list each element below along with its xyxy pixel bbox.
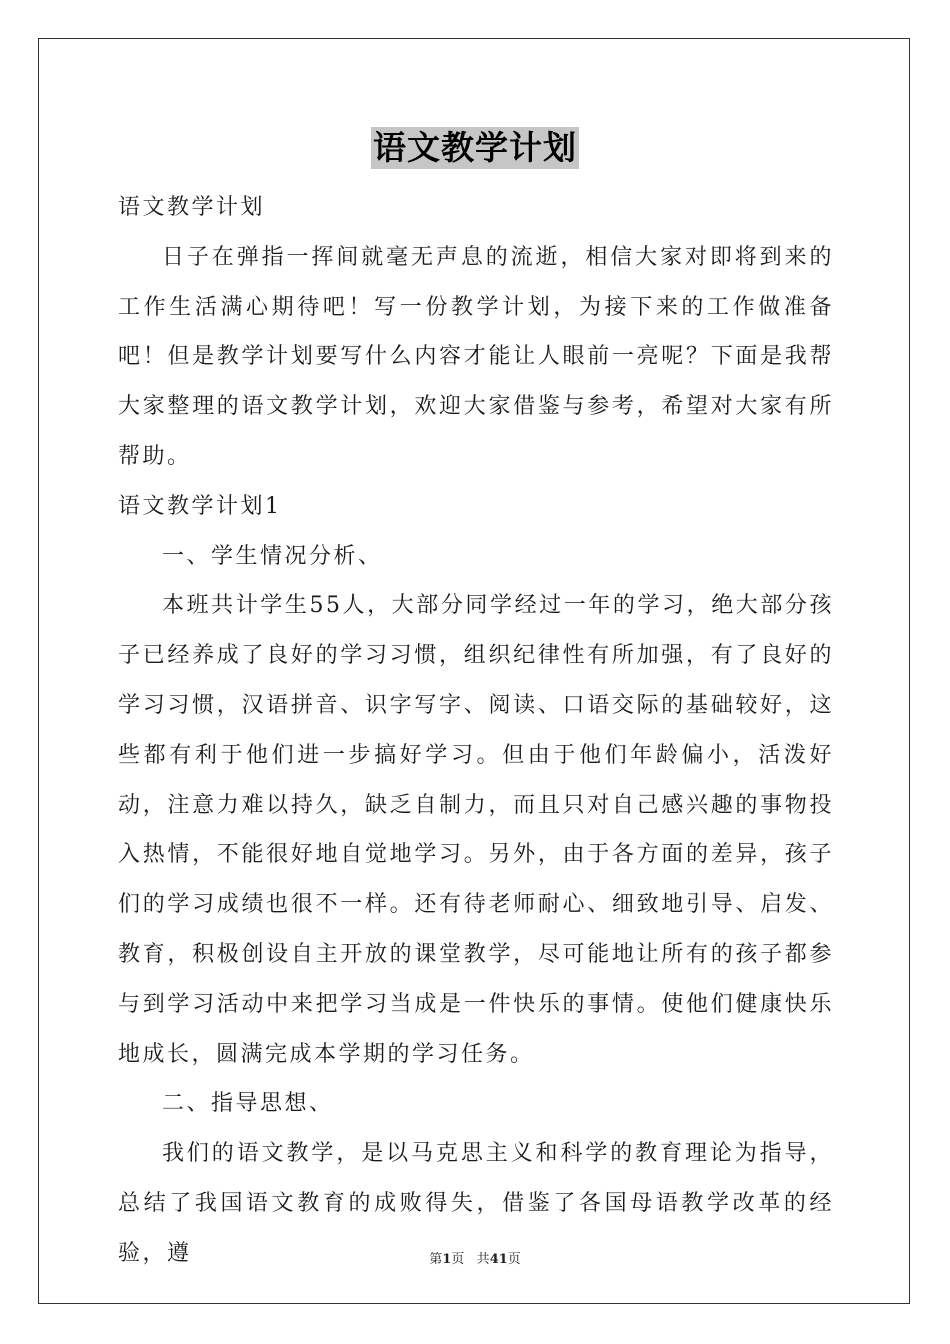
page-number: 1	[442, 1252, 452, 1267]
page-prefix: 第	[429, 1252, 443, 1267]
plan-heading: 语文教学计划1	[118, 493, 282, 519]
intro-paragraph: 日子在弹指一挥间就毫无声息的流逝，相信大家对即将到来的工作生活满心期待吧！写一份教学计划，为接下来的工作做准备吧！但是教学计划要写什么内容才能让人眼前一亮呢？下面是我帮大家整理的语文教学计划，欢迎大家借鉴与参考，希望对大家有所帮助。	[118, 244, 834, 469]
section2-heading: 二、指导思想、	[162, 1091, 334, 1117]
total-prefix: 共	[476, 1252, 490, 1267]
page-suffix: 页	[451, 1252, 465, 1267]
page-footer	[0, 1248, 950, 1267]
section1-paragraph: 本班共计学生55人，大部分同学经过一年的学习，绝大部分孩子已经养成了良好的学习习惯，组织纪律性有所加强，有了良好的学习习惯，汉语拼音、识字写字、阅读、口语交际的基础较好，这些都有利于他们进一步搞好学习。但由于他们年龄偏小，活泼好动，注意力难以持久，缺乏自制力，而且只对自己感兴趣的事物投入热情，不能很好地自觉地学习。另外，由于各方面的差异，孩子们的学习成绩也很不一样。还有待老师耐心、细致地引导、启发、教育，积极创设自主开放的课堂教学，尽可能地让所有的孩子都参与到学习活动中来把学习当成是一件快乐的事情。使他们健康快乐地成长，圆满完成本学期的学习任务。	[118, 593, 834, 1067]
total-pages: 41	[489, 1252, 508, 1267]
title-container	[0, 127, 950, 169]
section2-paragraph: 我们的语文教学，是以马克思主义和科学的教育理论为指导，总结了我国语文教育的成败得失，借鉴了各国母语教学改革的经验，遵	[118, 1141, 834, 1266]
document-body	[118, 183, 834, 1279]
section1-heading: 一、学生情况分析、	[162, 543, 383, 569]
document-title: 语文教学计划	[373, 128, 577, 167]
document-subtitle: 语文教学计划	[118, 195, 266, 220]
total-suffix: 页	[507, 1252, 521, 1267]
